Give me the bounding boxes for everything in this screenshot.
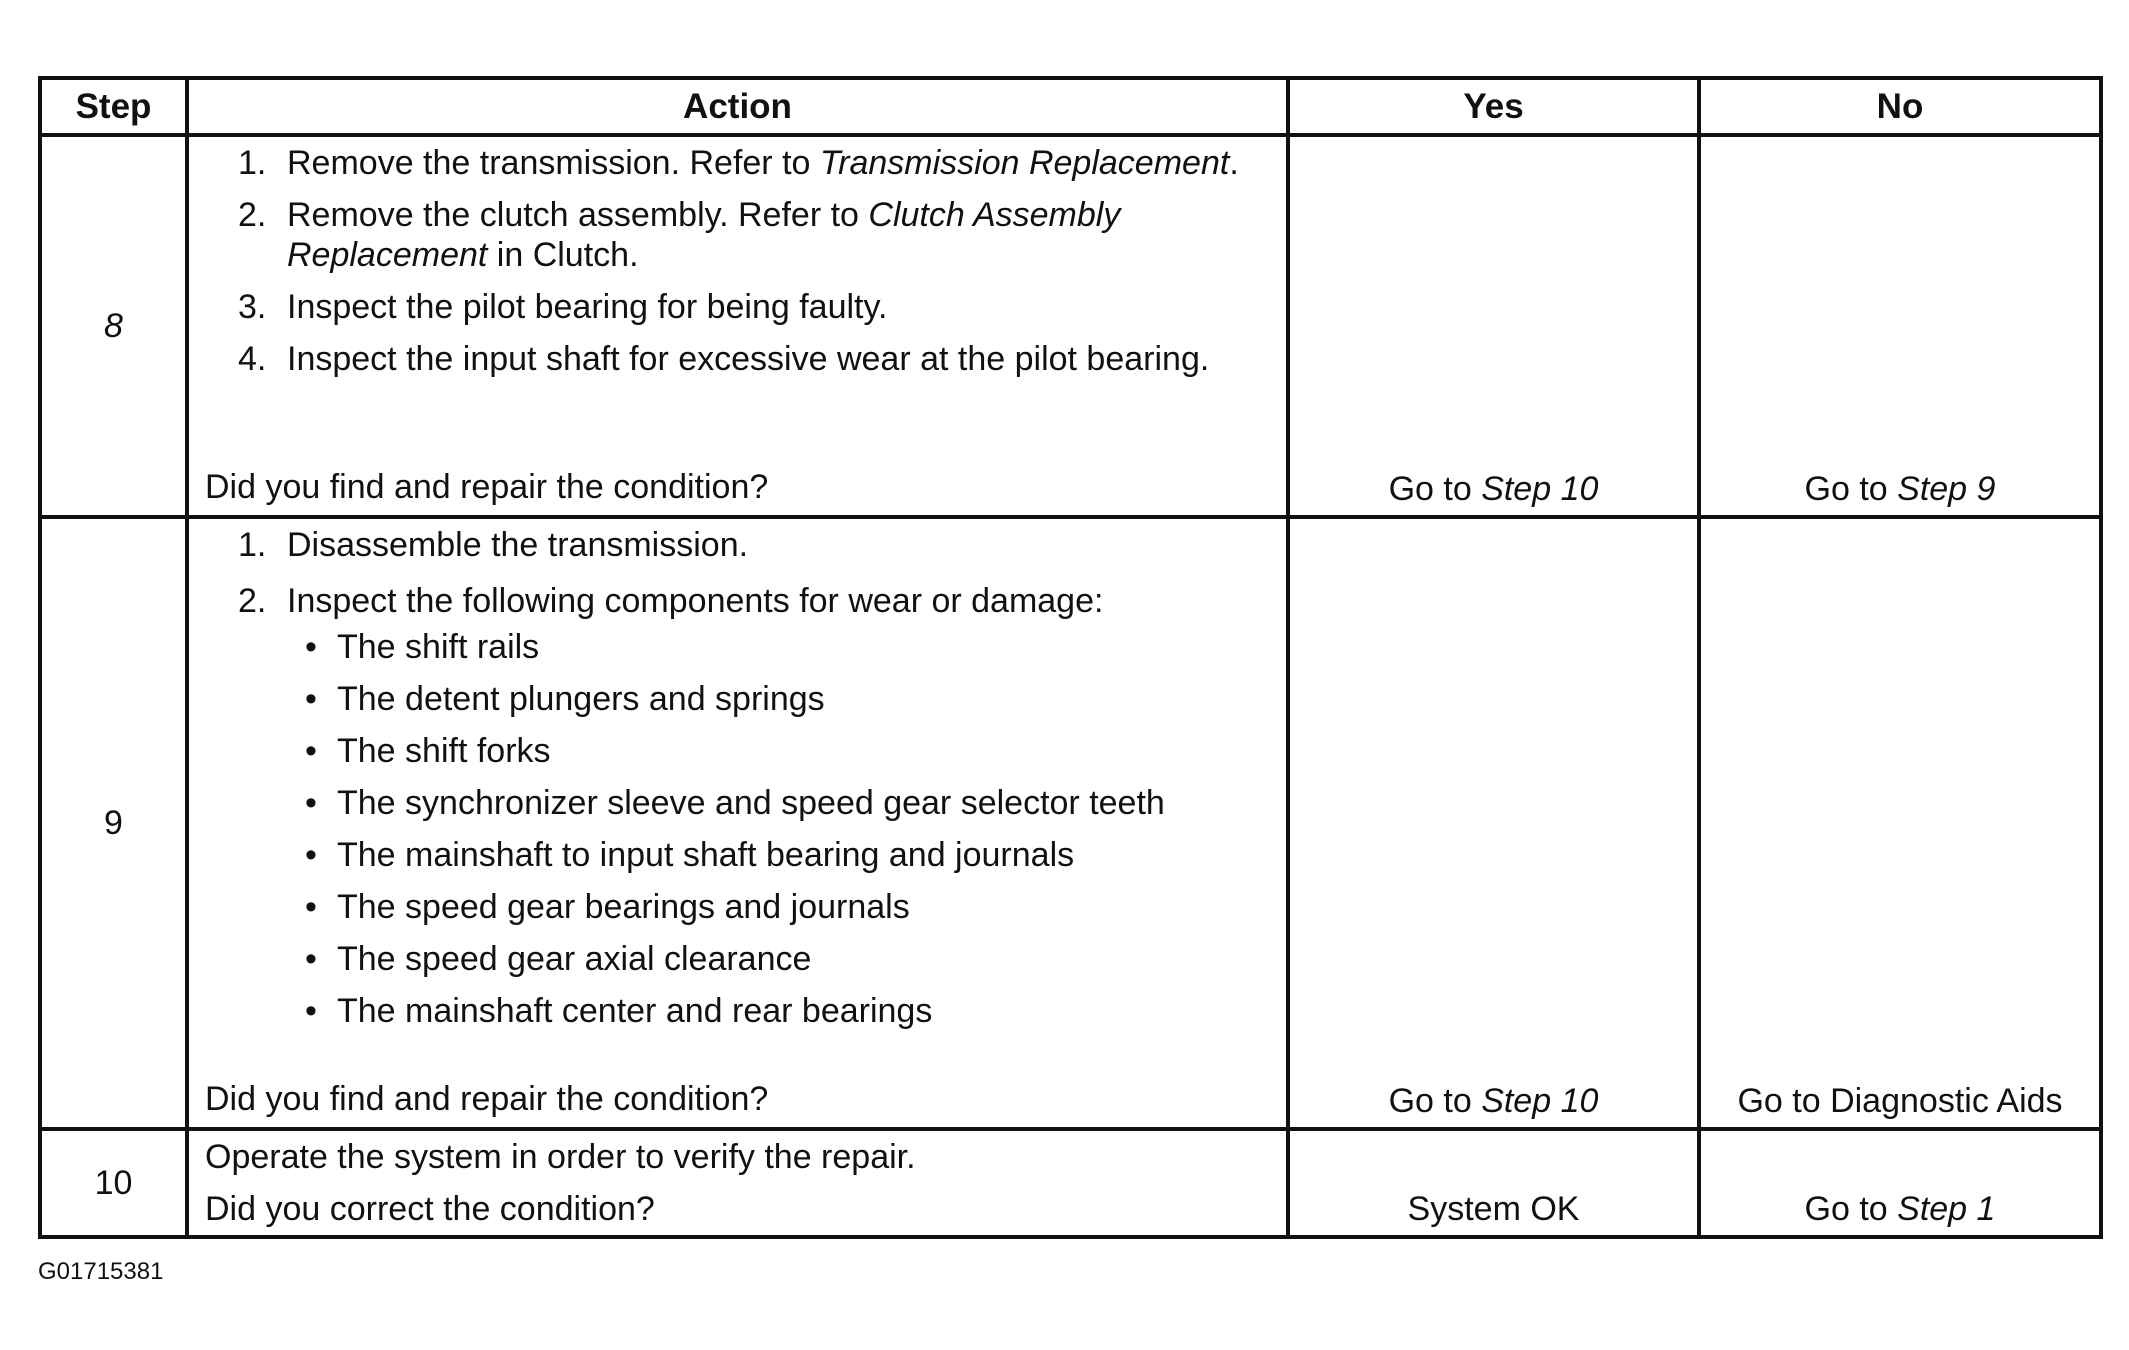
list-item-text: The shift rails [337,628,540,666]
list-item [287,783,1274,823]
instruction-text: Operate the system in order to verify the repair. [205,1138,916,1176]
list-item-text: The mainshaft to input shaft bearing and journals [337,836,1075,874]
table-row [40,1129,2101,1237]
list-item-text: The shift forks [337,732,551,770]
yes-result: System OK [1288,1129,1699,1237]
step-text-tail: in Clutch. [487,236,639,274]
action-step [205,143,1274,183]
step-number: 9 [40,517,187,1129]
no-result [1699,1129,2101,1237]
bullet-glyph: • [305,992,317,1030]
action-step [205,581,1274,1031]
action-cell [187,135,1288,517]
action-step [205,195,1274,275]
step-index: 2. [238,582,267,620]
step-number-text: 8 [104,306,123,345]
figure-code: G01715381 [38,1258,164,1285]
bullet-glyph: • [305,784,317,822]
diagnostic-table [38,76,2103,1239]
question-text: Did you find and repair the condition? [205,468,769,506]
header-step: Step [40,78,187,135]
list-item [287,991,1274,1031]
header-action: Action [187,78,1288,135]
list-item [287,887,1274,927]
list-item-text: The synchronizer sleeve and speed gear selector teeth [337,784,1165,822]
list-item-text: The speed gear axial clearance [337,940,812,978]
action-step [205,339,1274,379]
bullet-glyph: • [305,940,317,978]
bullet-glyph: • [305,680,317,718]
header-row [40,78,2101,135]
no-result [1699,135,2101,517]
bullet-glyph: • [305,732,317,770]
action-content [205,143,1274,507]
header-yes: Yes [1288,78,1699,135]
no-result: Go to Diagnostic Aids [1699,517,2101,1129]
result-prefix: Go to [1388,470,1482,508]
list-item-text: The detent plungers and springs [337,680,825,718]
procedure-reference: Transmission Replacement [819,144,1230,182]
question-text: Did you correct the condition? [205,1190,655,1228]
action-steps [205,143,1274,379]
step-text: Inspect the input shaft for excessive wear at the pilot bearing. [287,340,1210,378]
list-item [287,835,1274,875]
step-reference: Step 10 [1481,1082,1599,1120]
step-index: 3. [238,288,267,326]
component-list [287,627,1274,1031]
yes-result [1288,135,1699,517]
header-no: No [1699,78,2101,135]
bullet-glyph: • [305,836,317,874]
step-text: Disassemble the transmission. [287,526,749,564]
action-content [205,525,1274,1119]
action-cell [187,517,1288,1129]
action-step [205,525,1274,565]
action-steps [205,525,1274,1031]
step-index: 1. [238,526,267,564]
list-item [287,731,1274,771]
bullet-glyph: • [305,888,317,926]
table-row [40,135,2101,517]
procedure-reference: Clutch Assembly Replacement [287,196,1121,274]
step-text: Inspect the pilot bearing for being faulty. [287,288,888,326]
action-step [205,287,1274,327]
list-item [287,939,1274,979]
list-item-text: The mainshaft center and rear bearings [337,992,933,1030]
list-item [287,679,1274,719]
result-prefix: Go to [1388,1082,1482,1120]
bullet-glyph: • [305,628,317,666]
result-prefix: Go to [1804,470,1898,508]
step-index: 1. [238,144,267,182]
list-item-text: The speed gear bearings and journals [337,888,910,926]
step-reference: Step 9 [1897,470,1996,508]
step-text: Remove the clutch assembly. Refer to [287,196,869,234]
step-index: 4. [238,340,267,378]
step-number [40,135,187,517]
step-text-tail: . [1229,144,1239,182]
step-index: 2. [238,196,267,234]
step-text: Inspect the following components for wear or damage: [287,582,1104,620]
result-prefix: Go to [1804,1190,1898,1228]
table-row [40,517,2101,1129]
yes-result [1288,517,1699,1129]
step-reference: Step 10 [1481,470,1599,508]
action-cell [187,1129,1288,1237]
step-reference: Step 1 [1897,1190,1996,1228]
step-number: 10 [40,1129,187,1237]
list-item [287,627,1274,667]
step-text: Remove the transmission. Refer to [287,144,820,182]
question-text: Did you find and repair the condition? [205,1080,769,1118]
